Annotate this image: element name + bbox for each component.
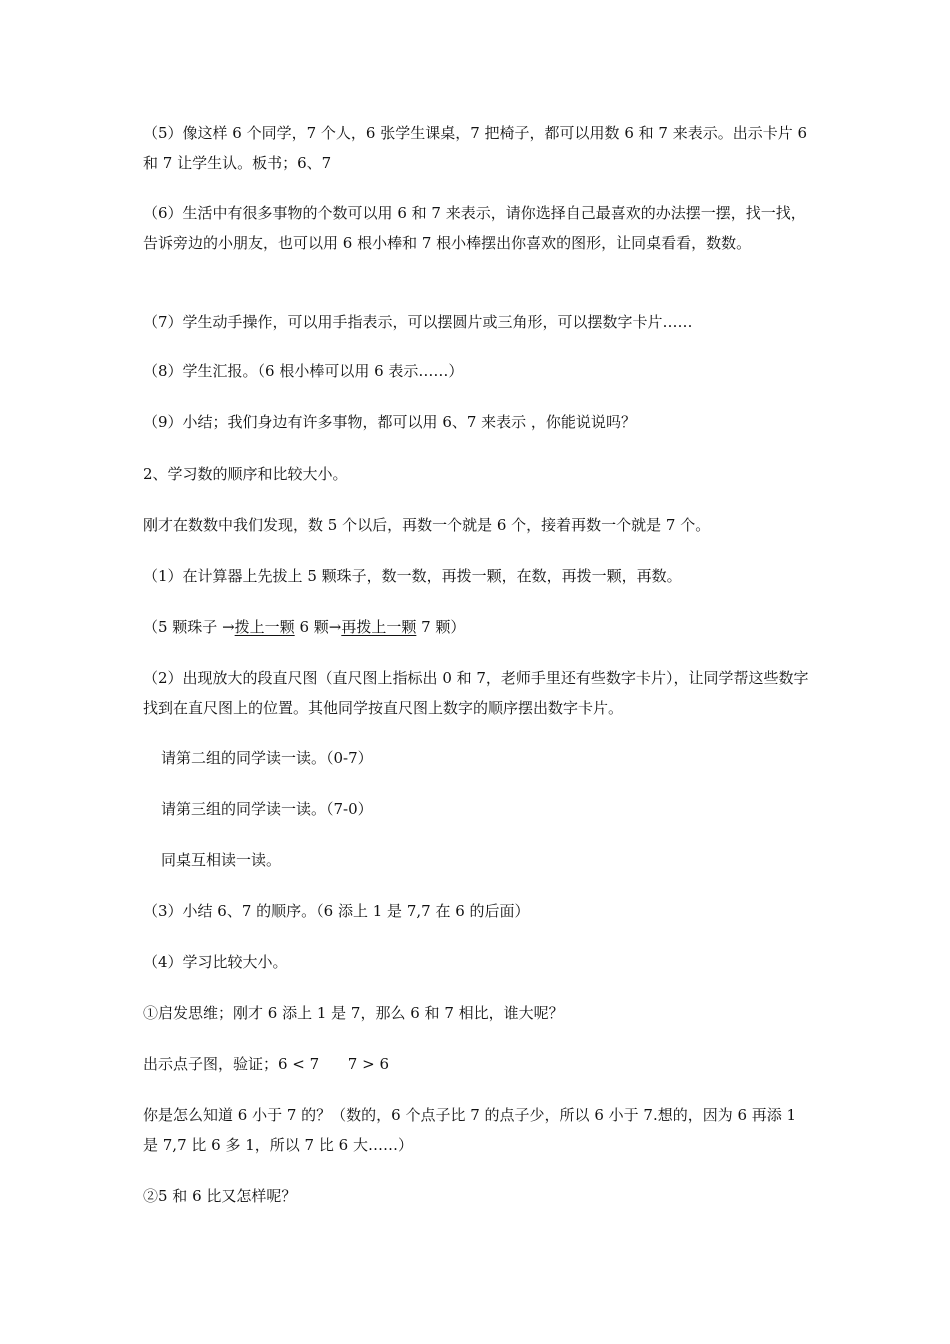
paragraph-8: （8）学生汇报。（6 根小棒可以用 6 表示……）: [143, 362, 464, 380]
paragraph-dot-diagram: 出示点子图，验证；6 < 7 7 > 6: [143, 1055, 389, 1073]
arrow-sequence-line: [143, 612, 813, 642]
paragraph-7: （7）学生动手操作，可以用手指表示，可以摆圆片或三角形，可以摆数字卡片……: [143, 313, 693, 331]
arrow-line-underline-1: 拨上一颗: [234, 618, 295, 636]
read-group-2: 请第二组的同学读一读。（0-7）: [161, 749, 373, 767]
paragraph-step-2: （2）出现放大的段直尺图（直尺图上指标出 0 和 7，老师手里还有些数字卡片），让同学帮这些数字找到在直尺图上的位置。其他同学按直尺图上数字的顺序摆出数字卡片。: [143, 669, 809, 717]
read-group-3: 请第三组的同学读一读。（7-0）: [161, 800, 373, 818]
arrow-line-end: 7 颗）: [416, 618, 466, 636]
paragraph-6: （6）生活中有很多事物的个数可以用 6 和 7 来表示，请你选择自己最喜欢的办法摆一摆，找一找，告诉旁边的小朋友，也可以用 6 根小棒和 7 根小棒摆出你喜欢的图形，让同桌看看，数数。: [143, 204, 806, 252]
paragraph-9: （9）小结；我们身边有许多事物，都可以用 6、7 来表示 ，你能说说吗？: [143, 413, 636, 431]
paragraph-counting: 刚才在数数中我们发现，数 5 个以后，再数一个就是 6 个，接着再数一个就是 7 个。: [143, 516, 711, 534]
arrow-line-middle: 6 颗→: [294, 618, 342, 636]
section-heading-2: 2、学习数的顺序和比较大小。: [143, 465, 348, 483]
paragraph-step-3: （3）小结 6、7 的顺序。（6 添上 1 是 7,7 在 6 的后面）: [143, 902, 530, 920]
arrow-line-underline-2: 再拨上一颗: [341, 618, 417, 636]
paragraph-step-1: （1）在计算器上先拔上 5 颗珠子，数一数，再拨一颗，在数，再拨一颗，再数。: [143, 567, 682, 585]
read-desk-mates: 同桌互相读一读。: [161, 851, 282, 869]
paragraph-explanation: 你是怎么知道 6 小于 7 的？（数的，6 个点子比 7 的点子少，所以 6 小于 7.想的，因为 6 再添 1 是 7,7 比 6 多 1，所以 7 比 6 大……）: [143, 1106, 801, 1154]
paragraph-circled-2: ②5 和 6 比又怎样呢？: [143, 1187, 297, 1205]
paragraph-5: （5）像这样 6 个同学，7 个人，6 张学生课桌，7 把椅子，都可以用数 6 和 7 来表示。出示卡片 6 和 7 让学生认。板书；6、7: [143, 124, 812, 172]
paragraph-step-4: （4）学习比较大小。: [143, 953, 288, 971]
arrow-line-start: （5 颗珠子 →: [143, 618, 235, 636]
paragraph-circled-1: ①启发思维；刚才 6 添上 1 是 7，那么 6 和 7 相比，谁大呢？: [143, 1004, 564, 1022]
